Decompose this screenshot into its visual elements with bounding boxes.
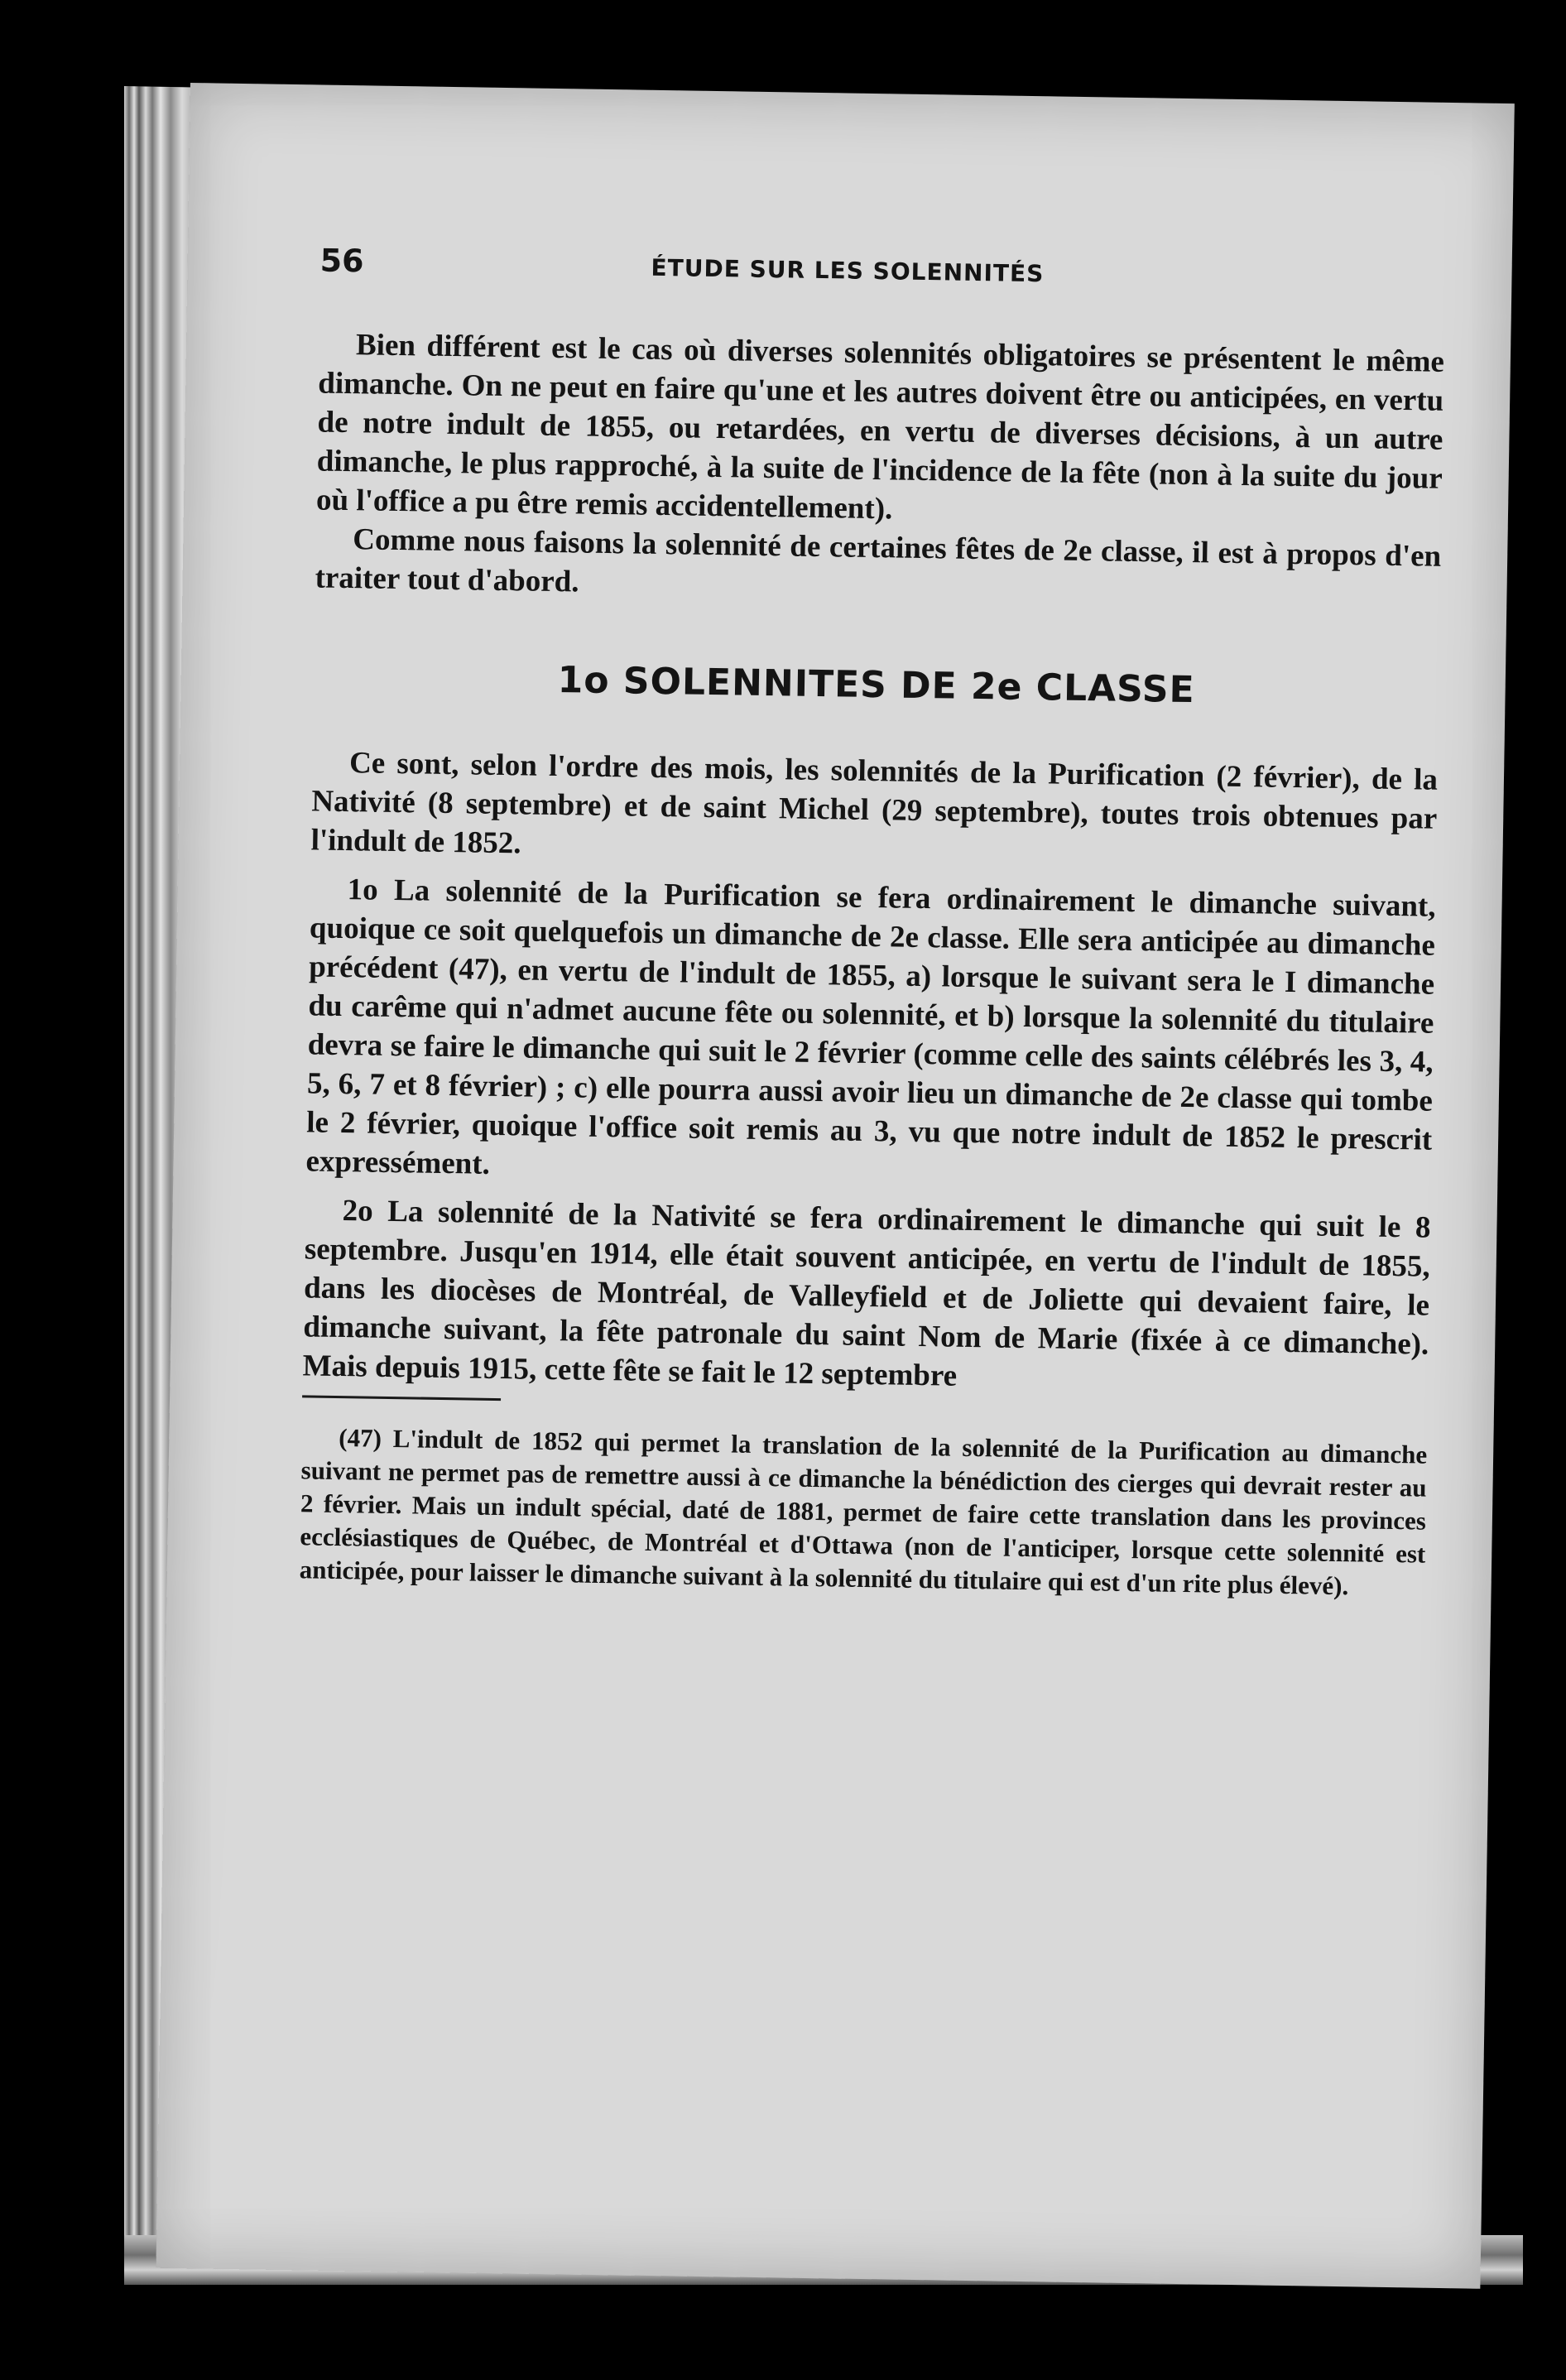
page-content (299, 242, 1445, 1603)
body-paragraph: 1o La solennité de la Purification se fera ordinairement le dimanche suivant, quoique ce soit quelquefois un dimanche de 2e classe. Elle sera anticipée au dimanche précédent (47), en vertu de l'indult de 1855, a) lorsque le suivant sera le I dimanche du carême qui n'admet aucune fête ou solennité, et b) lorsque la solennité du titulaire devra se faire le dimanche qui suit le 2 février (comme celle des saints célébrés les 3, 4, 5, 6, 7 et 8 février) ; c) elle pourra aussi avoir lieu un dimanche de 2e classe qui tombe le 2 février, quoique l'office soit remis au 3, vu que notre indult de 1852 le prescrit expressément. (305, 873, 1436, 1181)
body-paragraph: Ce sont, selon l'ordre des mois, les solennités de la Purification (2 février), de la Nativité (8 septembre) et de saint Michel (29 septembre), toutes trois obtenues par l'indult de 1852. (310, 746, 1439, 861)
page-header (319, 242, 1446, 317)
running-head: ÉTUDE SUR LES SOLENNITÉS (651, 253, 1045, 288)
intro-section (315, 325, 1444, 614)
book-page (156, 83, 1515, 2289)
intro-paragraph: Bien différent est le cas où diverses solennités obligatoires se présentent le même dimanche. On ne peut en faire qu'une et les autres doivent être ou anticipées, en vertu de notre indult de 1855, ou retardées, en vertu de diverses décisions, à un autre dimanche, le plus rapproché, à la suite de l'incidence de la fête (non à la suite du jour où l'office a pu être remis accidentellement). (315, 328, 1445, 526)
page-number: 56 (319, 242, 364, 280)
body-paragraph: 2o La solennité de la Nativité se fera ordinairement le dimanche qui suit le 8 septembre. Jusqu'en 1914, elle était souvent anticipée, en vertu de l'indult de 1855, dans les diocèses de Montréal, de Valleyfield et de Joliette qui devaient faire, le dimanche suivant, la fête patronale du saint Nom de Marie (fixée à ce dimanche). Mais depuis 1915, cette fête se fait le 12 septembre (302, 1194, 1431, 1393)
intro-paragraph: Comme nous faisons la solennité de certaines fêtes de 2e classe, il est à propos d'en traiter tout d'abord. (315, 522, 1442, 599)
footnote-divider (302, 1395, 501, 1401)
footnote: (47) L'indult de 1852 qui permet la translation de la solennité de la Purification au dimanche suivant ne permet pas de remettre aussi à ce dimanche la bénédiction des cierges qui devrait rester au 2 février. Mais un indult spécial, daté de 1881, permet de faire cette translation dans les provinces ecclésiastiques de Québec, de Montréal et d'Ottawa (non de l'anticiper, lorsque cette solennité est anticipée, pour laisser le dimanche suivant à la solennité du titulaire qui est d'un rite plus élevé). (299, 1423, 1428, 1601)
section-title: 1o SOLENNITES DE 2e CLASSE (557, 659, 1196, 712)
body-section (302, 743, 1438, 1402)
